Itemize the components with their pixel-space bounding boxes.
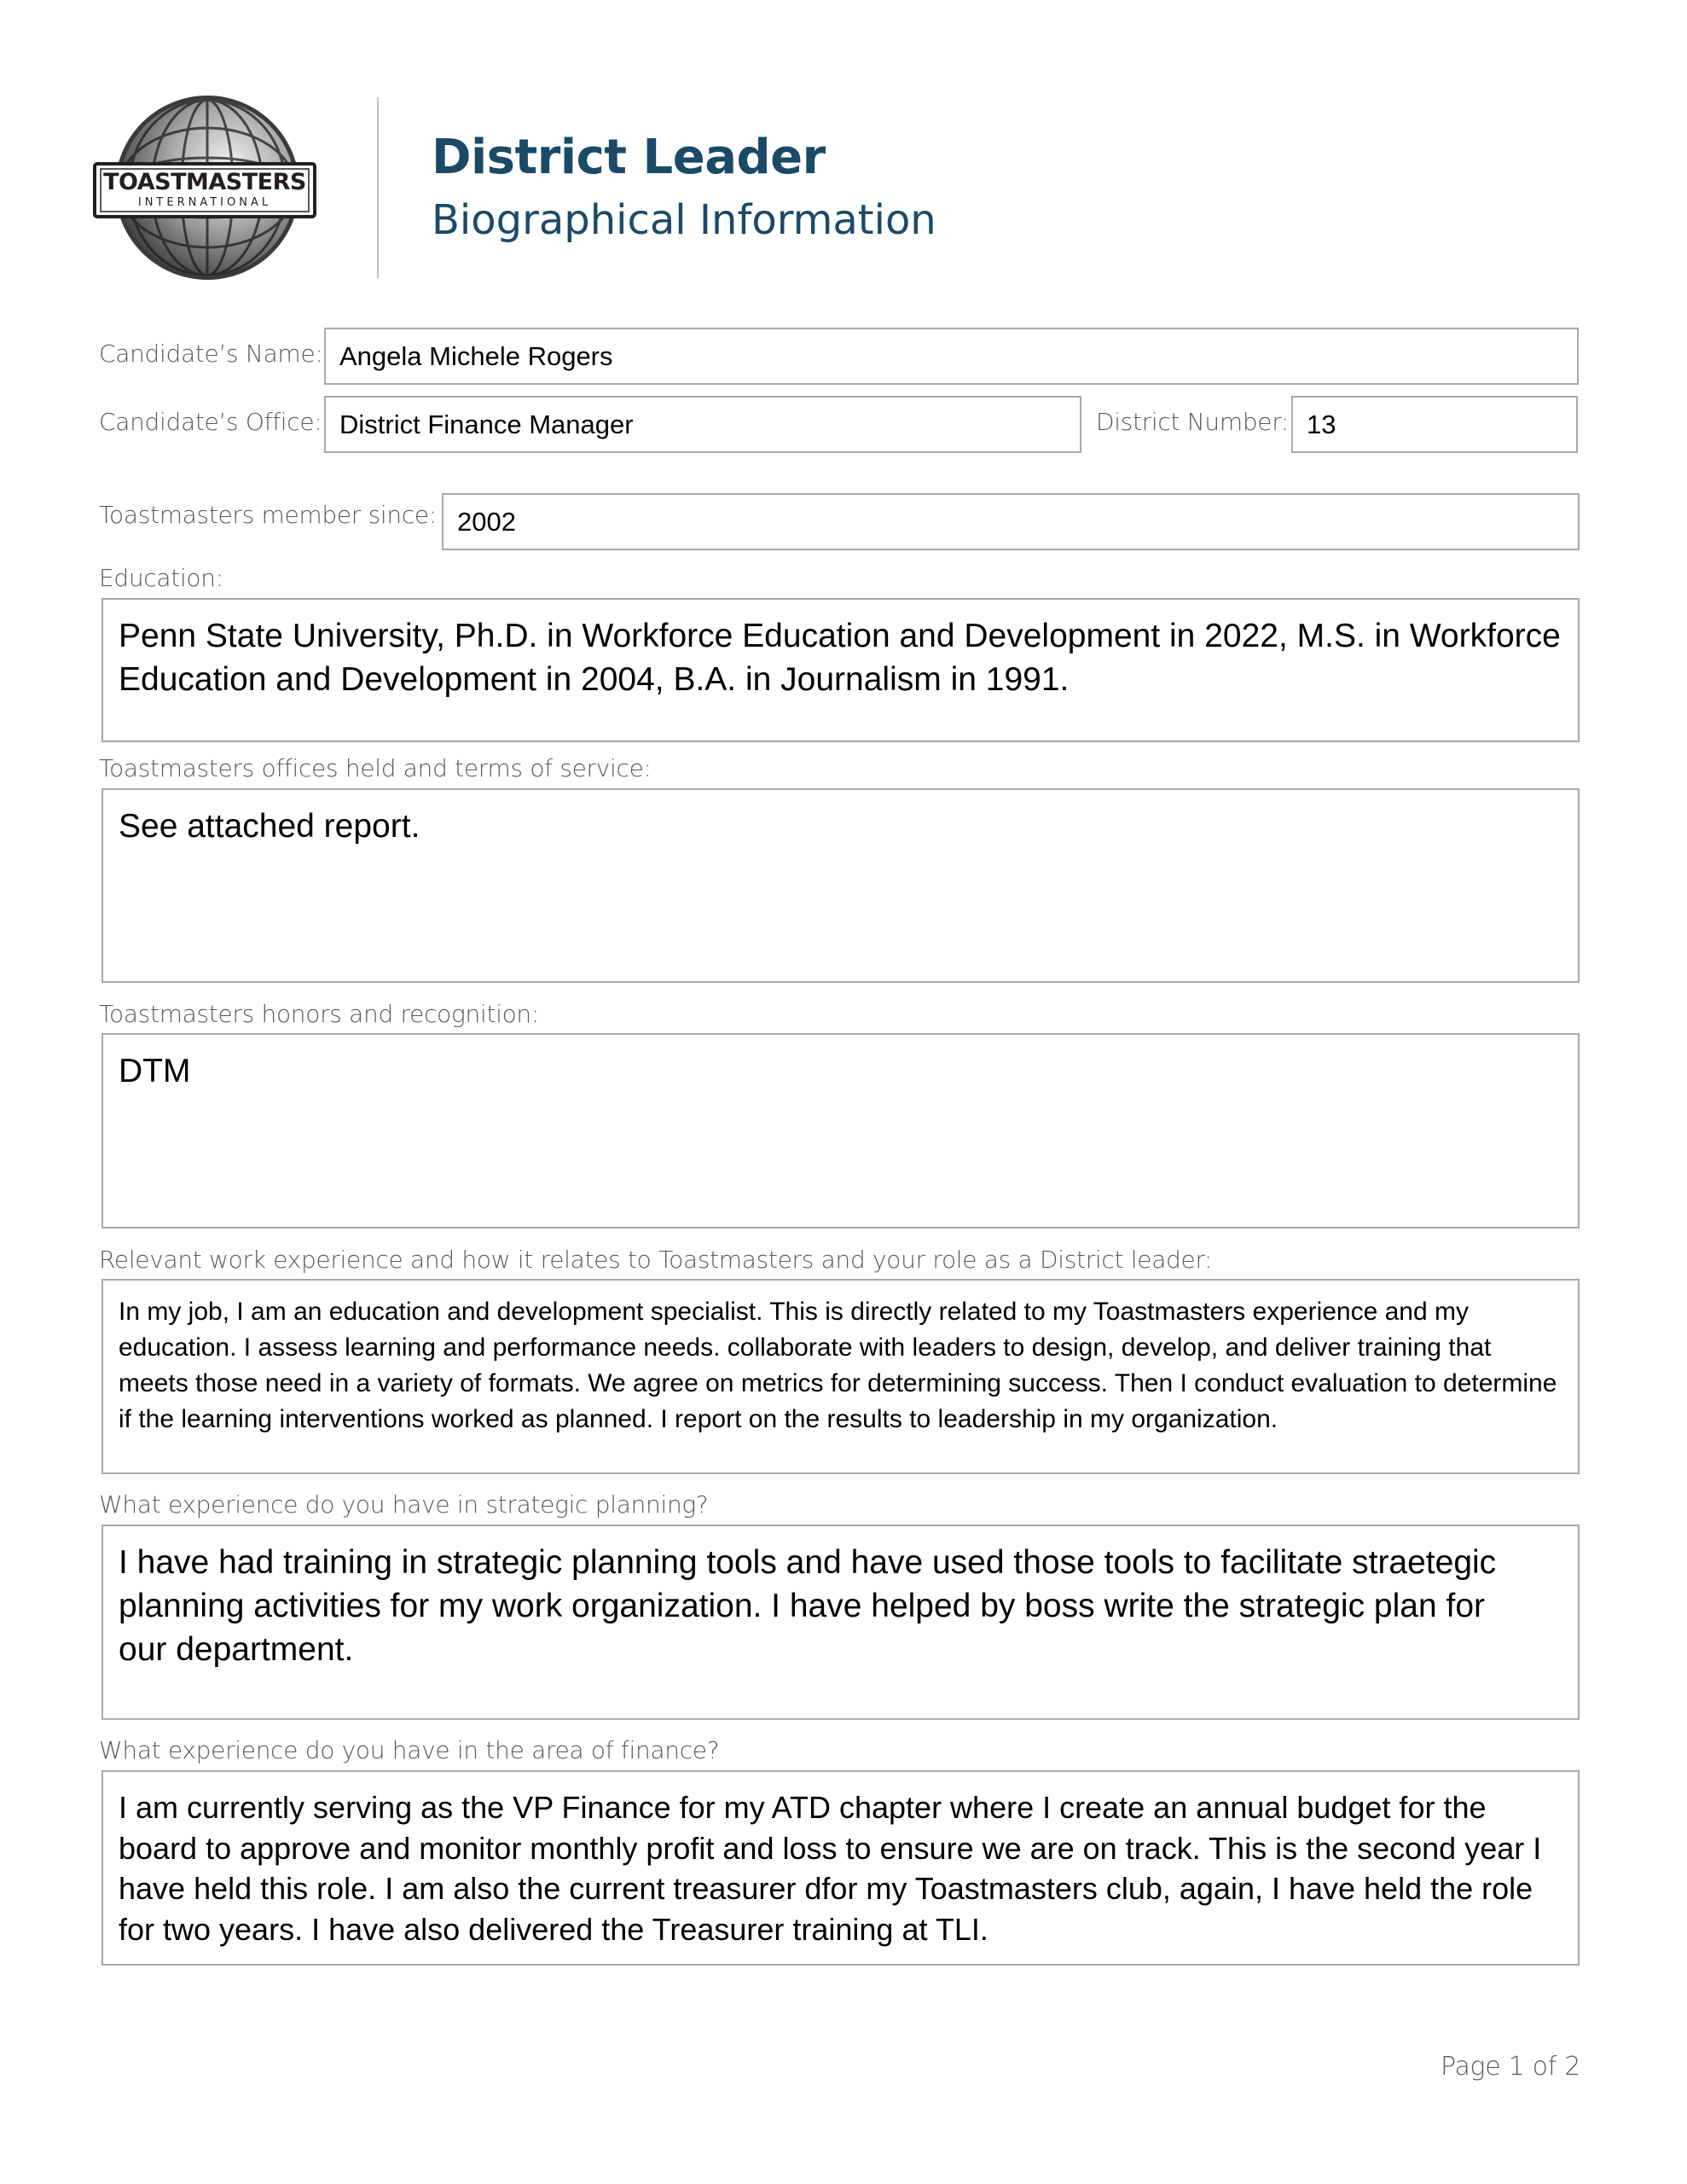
education-field[interactable]: Penn State University, Ph.D. in Workforce Education and Development in 2022, M.S. in Workforce Education and Development in 2004, B.A. in Journalism in 1991. bbox=[101, 598, 1580, 742]
name-label: Candidate’s Name: bbox=[99, 340, 323, 368]
offices-held-label: Toastmasters offices held and terms of service: bbox=[99, 754, 652, 782]
logo-main-text: TOASTMASTERS bbox=[103, 169, 306, 195]
logo-sub-text: INTERNATIONAL bbox=[137, 196, 272, 209]
page-number: Page 1 of 2 bbox=[1441, 2052, 1580, 2082]
member-since-label: Toastmasters member since: bbox=[99, 501, 437, 529]
finance-label: What experience do you have in the area of finance? bbox=[99, 1736, 720, 1764]
member-since-field[interactable]: 2002 bbox=[442, 493, 1580, 550]
office-label: Candidate’s Office: bbox=[99, 408, 322, 436]
strategic-planning-label: What experience do you have in strategic planning? bbox=[99, 1490, 709, 1519]
honors-field[interactable]: DTM bbox=[101, 1033, 1580, 1228]
page-title: District Leader bbox=[432, 130, 826, 185]
honors-label: Toastmasters honors and recognition: bbox=[99, 1000, 540, 1028]
toastmasters-logo bbox=[90, 92, 320, 284]
finance-field[interactable]: I am currently serving as the VP Finance for my ATD chapter where I create an annual budget for the board to approve and monitor monthly profit and loss to ensure we are on track. This is the second year I have held this role. I am also the current treasurer dfor my Toastmasters club, again, I have held the role for two years. I have also delivered the Treasurer training at TLI. bbox=[101, 1770, 1580, 1966]
education-label: Education: bbox=[99, 564, 223, 592]
district-number-field[interactable]: 13 bbox=[1291, 396, 1578, 453]
work-experience-field[interactable]: In my job, I am an education and development specialist. This is directly related to my Toastmasters experience and my education. I assess learning and performance needs. collaborate with leaders to design, develop, and deliver training that meets those need in a variety of formats. We agree on metrics for determining success. Then I conduct evaluation to determine if the learning interventions worked as planned. I report on the results to leadership in my organization. bbox=[101, 1279, 1580, 1474]
district-number-label: District Number: bbox=[1096, 408, 1290, 436]
strategic-planning-field[interactable]: I have had training in strategic planning tools and have used those tools to facilitate straetegic planning activities for my work organization. I have helped by boss write the strategic plan for our department. bbox=[101, 1525, 1580, 1720]
page-subtitle: Biographical Information bbox=[432, 196, 936, 244]
header-divider bbox=[377, 97, 379, 278]
offices-held-field[interactable]: See attached report. bbox=[101, 788, 1580, 983]
work-experience-label: Relevant work experience and how it relates to Toastmasters and your role as a District leader: bbox=[99, 1246, 1213, 1274]
office-field[interactable]: District Finance Manager bbox=[324, 396, 1081, 453]
name-field[interactable]: Angela Michele Rogers bbox=[324, 328, 1579, 385]
